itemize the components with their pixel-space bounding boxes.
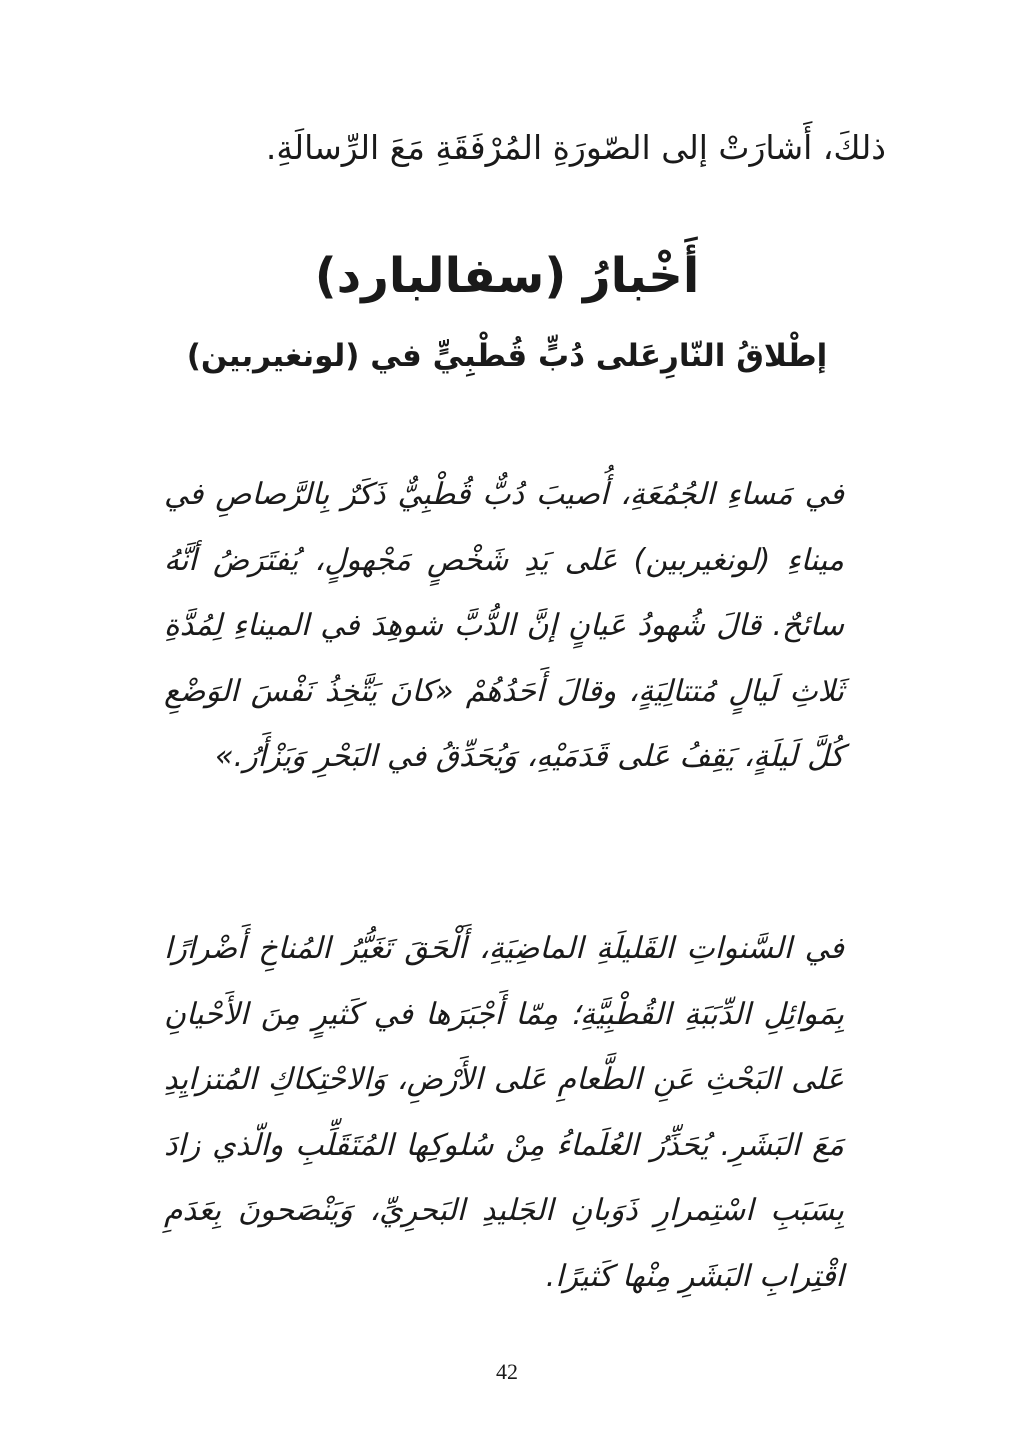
news-subheadline: إطْلاقُ النّارِعَلى دُبٍّ قُطْبِيٍّ في (لونغيربين)	[186, 338, 828, 374]
article-paragraph-1: في مَساءِ الجُمُعَةِ، أُصيبَ دُبٌّ قُطْبِيٌّ ذَكَرٌ بِالرَّصاصِ في ميناءِ (لونغيربين) عَلى يَدِ شَخْصٍ مَجْهولٍ، يُفتَرَضُ أنَّهُ سائحٌ. قالَ شُهودُ عَيانٍ إنَّ الدُّبَّ شوهِدَ في الميناءِ لِمُدَّةِ ثَلاثِ لَيالٍ مُتتالِيَةٍ، وقالَ أَحَدُهُمْ «كانَ يَتَّخِذُ نَفْسَ الوَضْعِ كُلَّ لَيلَةٍ، يَقِفُ عَلى قَدَمَيْهِ، وَيُحَدِّقُ في البَحْرِ وَيَزْأَرُ.»	[164, 477, 844, 774]
intro-sentence: ذلكَ، أَشارَتْ إلى الصّورَةِ المُرْفَقَةِ مَعَ الرِّسالَةِ.	[265, 128, 886, 167]
news-headline: أَخْبارُ (سفالبارد)	[314, 248, 700, 304]
article-paragraph-2: في السَّنواتِ القَليلَةِ الماضِيَةِ، أَلْحَقَ تَغَيُّرُ المُناخِ أَضْرارًا بِمَوائِلِ الدِّبَبَةِ القُطْبِيَّةِ؛ مِمّا أَجْبَرَها في كَثيرٍ مِنَ الأَحْيانِ عَلى البَحْثِ عَنِ الطَّعامِ عَلى الأَرْضِ، وَالاحْتِكاكِ المُتزايِدِ مَعَ البَشَرِ. يُحَذِّرُ العُلَماءُ مِنْ سُلوكِها المُتَقَلِّبِ والّذي زادَ بِسَبَبِ اسْتِمرارِ ذَوَبانِ الجَليدِ البَحرِيِّ، وَيَنْصَحونَ بِعَدَمِ اقْتِرابِ البَشَرِ مِنْها كَثيرًا.	[164, 931, 844, 1294]
page-number: 42	[496, 1359, 518, 1384]
